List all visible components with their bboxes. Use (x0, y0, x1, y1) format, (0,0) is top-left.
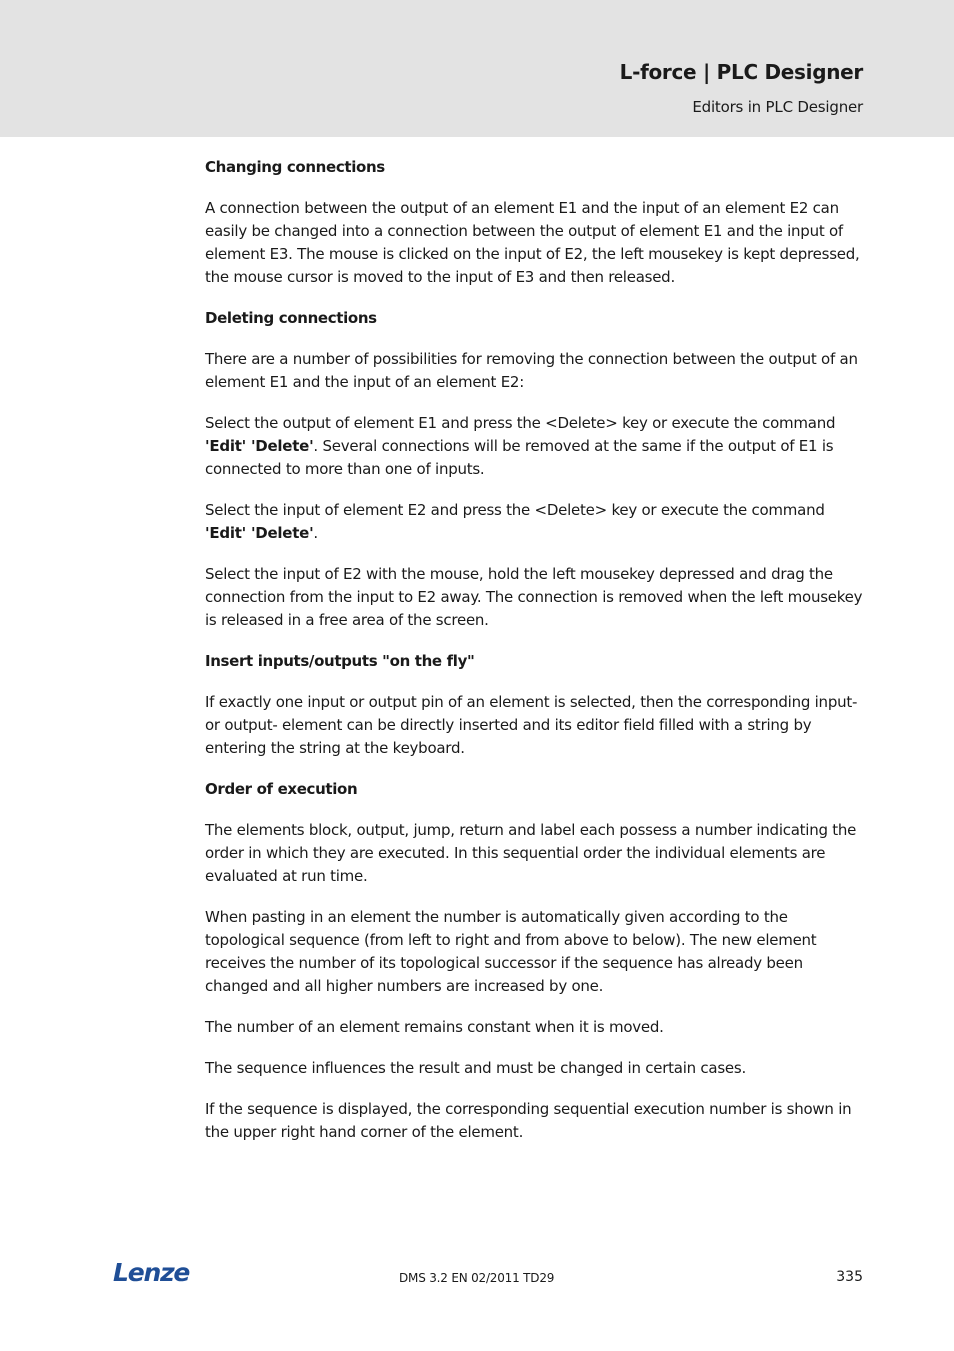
lenze-logo: Lenze (113, 1258, 190, 1287)
paragraph (205, 412, 865, 481)
paragraph: If the sequence is displayed, the corresponding sequential execution number is shown in the upper right hand corner of the element. (205, 1100, 852, 1141)
text-run: . (313, 524, 318, 542)
paragraph: The number of an element remains constant when it is moved. (205, 1018, 664, 1036)
section-heading-deleting-connections: Deleting connections (205, 309, 377, 327)
chapter-title: Editors in PLC Designer (692, 98, 863, 116)
text-run: . Several connections will be removed at the same if the output of E1 is connected to more than one of inputs. (205, 437, 834, 478)
paragraph: Select the input of E2 with the mouse, hold the left mousekey depressed and drag the connection from the input to E2 away. The connection is removed when the left mousekey is released in a free area of the screen. (205, 565, 863, 629)
paragraph: When pasting in an element the number is automatically given according to the topological sequence (from left to right and from above to below). The new element receives the number of its topological successor if the sequence has already been changed and all higher numbers are increased by one. (205, 908, 817, 995)
section-heading-order-of-execution: Order of execution (205, 780, 358, 798)
paragraph: The elements block, output, jump, return and label each possess a number indicating the order in which they are executed. In this sequential order the individual elements are evaluated at run time. (205, 821, 857, 885)
page-header (0, 0, 954, 137)
paragraph (205, 499, 865, 545)
page-body (205, 156, 865, 1162)
paragraph: A connection between the output of an element E1 and the input of an element E2 can easily be changed into a connection between the output of element E1 and the input of element E3. The mouse is clicked on the input of E2, the left mousekey is kept depressed, the mouse cursor is moved to the input of E3 and then released. (205, 199, 860, 286)
paragraph: There are a number of possibilities for removing the connection between the output of an element E1 and the input of an element E2: (205, 350, 858, 391)
paragraph: The sequence influences the result and must be changed in certain cases. (205, 1059, 746, 1077)
page-number: 335 (836, 1269, 863, 1285)
menu-command: 'Edit' 'Delete' (205, 437, 314, 455)
text-run: Select the input of element E2 and press the <Delete> key or execute the command (205, 501, 825, 519)
paragraph: If exactly one input or output pin of an element is selected, then the corresponding input- or output- element can be directly inserted and its editor field filled with a string by entering the string at the keyboard. (205, 693, 858, 757)
menu-command: 'Edit' 'Delete' (205, 524, 314, 542)
text-run: Select the output of element E1 and press the <Delete> key or execute the command (205, 414, 836, 432)
document-id: DMS 3.2 EN 02/2011 TD29 (399, 1271, 555, 1285)
section-heading-changing-connections: Changing connections (205, 158, 385, 176)
product-title: L-force | PLC Designer (619, 60, 863, 84)
section-heading-insert-io: Insert inputs/outputs "on the fly" (205, 652, 475, 670)
